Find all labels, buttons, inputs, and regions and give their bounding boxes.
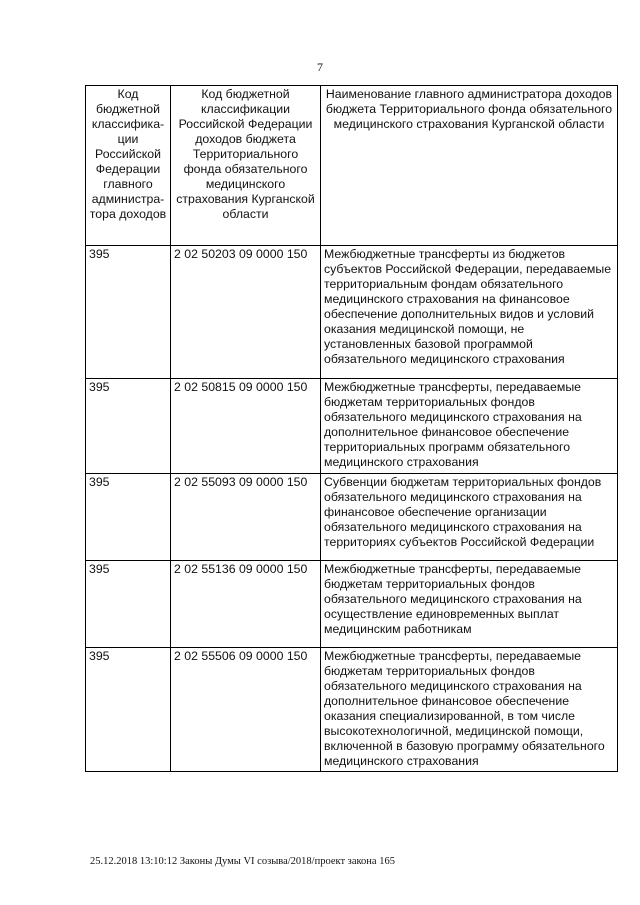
admin-code-cell: 395 (86, 474, 171, 561)
income-code-cell: 2 02 55093 09 0000 150 (171, 474, 321, 561)
income-code-cell: 2 02 50203 09 0000 150 (171, 246, 321, 379)
document-footer: 25.12.2018 13:10:12 Законы Думы VI созыва/2018/проект закона 165 (90, 856, 395, 867)
header-income-code: Код бюджетной классификации Российской Федерации доходов бюджета Территориального фонда обязательного медицинского страхования Курганской области (171, 86, 321, 246)
table-header-row (86, 86, 618, 246)
page-number: 7 (317, 60, 323, 74)
admin-code-cell: 395 (86, 561, 171, 648)
income-name-cell: Межбюджетные трансферты из бюджетов субъектов Российской Федерации, передаваемые территориальным фондам обязательного медицинского страхования на финансовое обеспечение дополнительных видов и условий оказания медицинской помощи, не установленных базовой программой обязательного медицинского страхования (321, 246, 618, 379)
admin-code-cell: 395 (86, 379, 171, 474)
header-admin-name: Наименование главного администратора доходов бюджета Территориального фонда обязательного медицинского страхования Курганской области (321, 86, 618, 246)
income-name-cell: Межбюджетные трансферты, передаваемые бюджетам территориальных фондов обязательного медицинского страхования на дополнительное финансовое обеспечение территориальных программ обязательного медицинского страхования (321, 379, 618, 474)
table-row (86, 379, 618, 474)
income-name-cell: Межбюджетные трансферты, передаваемые бюджетам территориальных фондов обязательного медицинского страхования на дополнительное финансовое обеспечение оказания специализированной, в том числе высокотехнологичной, медицинской помощи, включенной в базовую программу обязательного медицинского страхования (321, 648, 618, 772)
income-code-cell: 2 02 50815 09 0000 150 (171, 379, 321, 474)
income-name-cell: Межбюджетные трансферты, передаваемые бюджетам территориальных фондов обязательного медицинского страхования на осуществление единовременных выплат медицинским работникам (321, 561, 618, 648)
header-admin-code: Код бюджетной классифика-ции Российской Федерации главного администра-тора доходов (86, 86, 171, 246)
admin-code-cell: 395 (86, 246, 171, 379)
income-name-cell: Субвенции бюджетам территориальных фондов обязательного медицинского страхования на финансовое обеспечение организации обязательного медицинского страхования на территориях субъектов Российской Федерации (321, 474, 618, 561)
income-code-cell: 2 02 55506 09 0000 150 (171, 648, 321, 772)
income-code-cell: 2 02 55136 09 0000 150 (171, 561, 321, 648)
table-row (86, 246, 618, 379)
table-row (86, 648, 618, 772)
table-row (86, 474, 618, 561)
admin-code-cell: 395 (86, 648, 171, 772)
table-row (86, 561, 618, 648)
budget-classification-table (85, 85, 618, 772)
